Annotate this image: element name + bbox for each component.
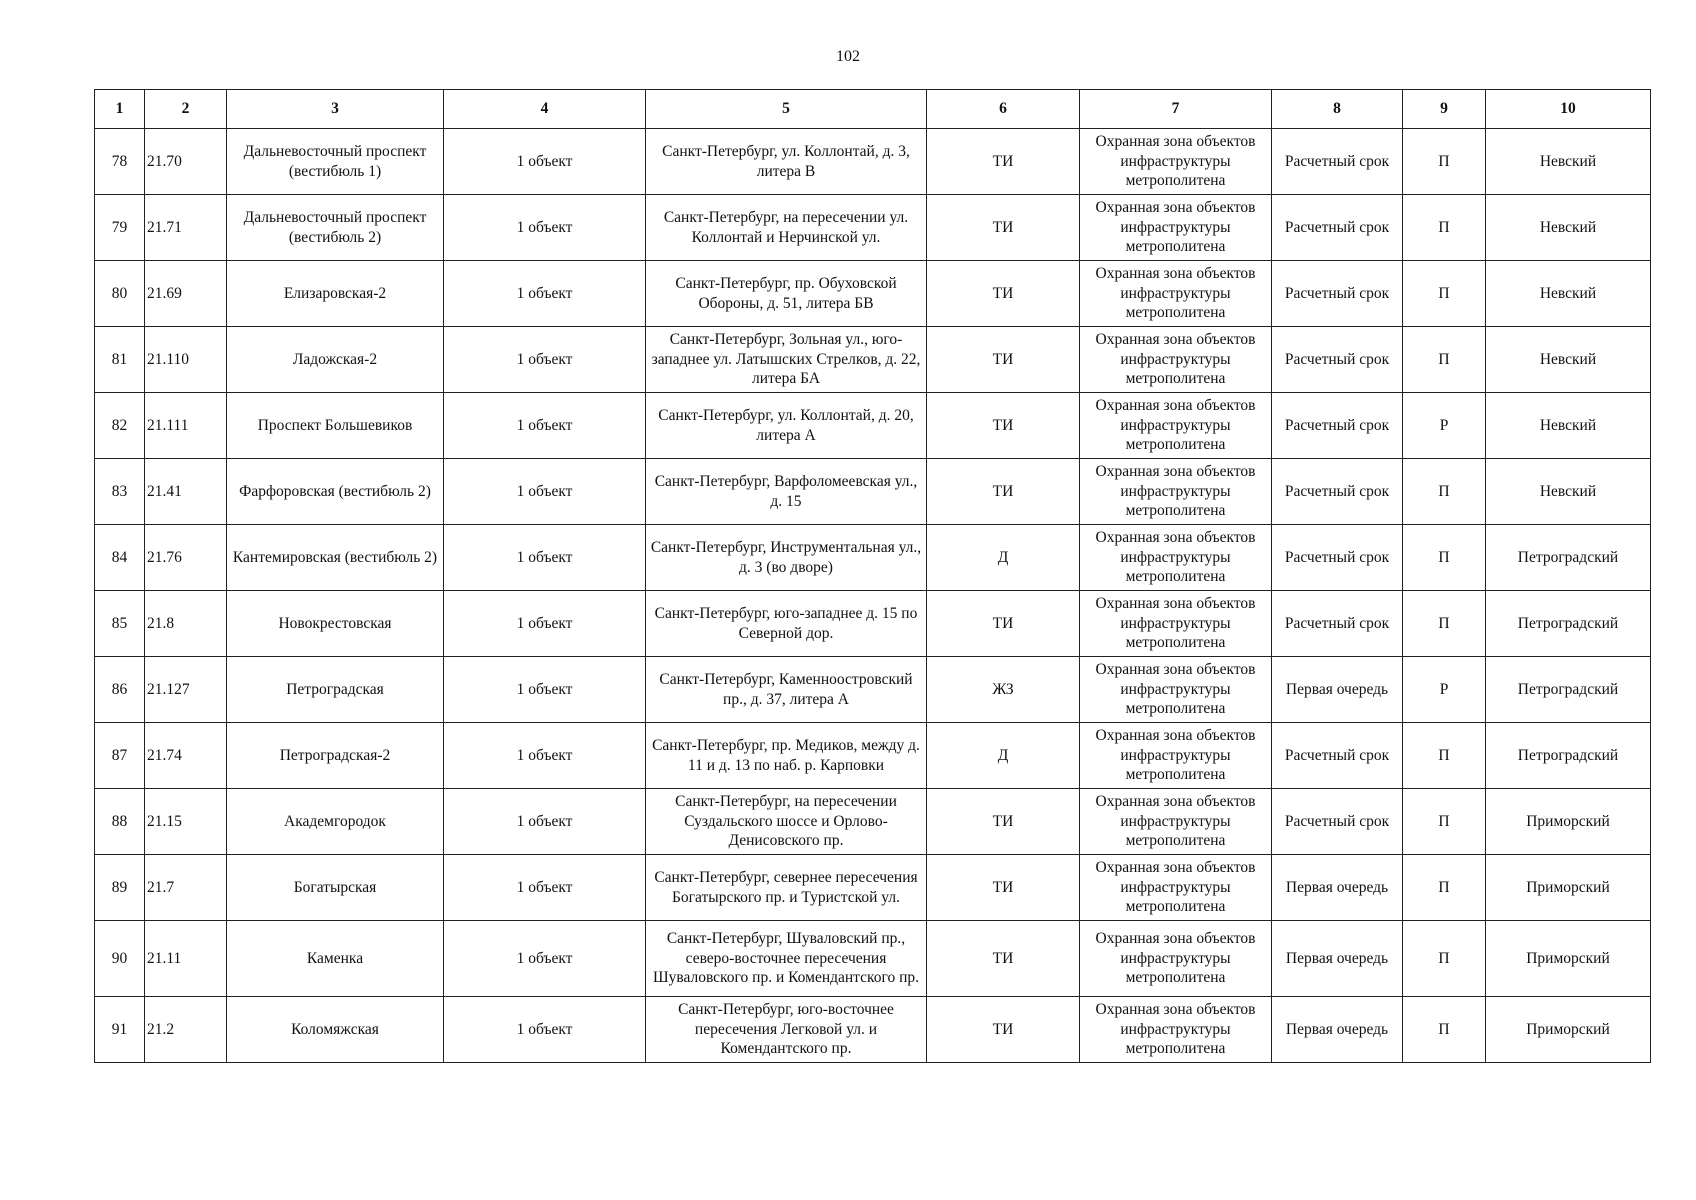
column-header: 1	[95, 90, 145, 129]
object-count-cell: 1 объект	[444, 855, 646, 921]
zone-cell: Охранная зона объектов инфраструктуры метрополитена	[1080, 393, 1272, 459]
code-cell: 21.7	[145, 855, 227, 921]
zone-cell: Охранная зона объектов инфраструктуры метрополитена	[1080, 525, 1272, 591]
address-cell: Санкт-Петербург, на пересечении Суздальского шоссе и Орлово-Денисовского пр.	[646, 789, 927, 855]
type-cell: ЖЗ	[927, 657, 1080, 723]
term-cell: Первая очередь	[1272, 855, 1403, 921]
object-count-cell: 1 объект	[444, 723, 646, 789]
district-cell: Приморский	[1486, 789, 1651, 855]
type-cell: ТИ	[927, 591, 1080, 657]
status-cell: Р	[1403, 393, 1486, 459]
object-count-cell: 1 объект	[444, 525, 646, 591]
station-name-cell: Елизаровская-2	[227, 261, 444, 327]
table-row	[95, 591, 1651, 657]
address-cell: Санкт-Петербург, Инструментальная ул., д. 3 (во дворе)	[646, 525, 927, 591]
code-cell: 21.127	[145, 657, 227, 723]
row-number-cell: 91	[95, 997, 145, 1063]
column-header: 10	[1486, 90, 1651, 129]
row-number-cell: 85	[95, 591, 145, 657]
row-number-cell: 83	[95, 459, 145, 525]
row-number-cell: 82	[95, 393, 145, 459]
column-header: 8	[1272, 90, 1403, 129]
row-number-cell: 80	[95, 261, 145, 327]
table-row	[95, 789, 1651, 855]
code-cell: 21.76	[145, 525, 227, 591]
status-cell: П	[1403, 525, 1486, 591]
district-cell: Невский	[1486, 261, 1651, 327]
station-name-cell: Коломяжская	[227, 997, 444, 1063]
type-cell: ТИ	[927, 459, 1080, 525]
object-count-cell: 1 объект	[444, 393, 646, 459]
type-cell: ТИ	[927, 921, 1080, 997]
row-number-cell: 88	[95, 789, 145, 855]
table-row	[95, 525, 1651, 591]
object-count-cell: 1 объект	[444, 129, 646, 195]
station-name-cell: Фарфоровская (вестибюль 2)	[227, 459, 444, 525]
station-name-cell: Петроградская-2	[227, 723, 444, 789]
district-cell: Петроградский	[1486, 723, 1651, 789]
address-cell: Санкт-Петербург, ул. Коллонтай, д. 3, литера В	[646, 129, 927, 195]
status-cell: П	[1403, 789, 1486, 855]
zone-cell: Охранная зона объектов инфраструктуры метрополитена	[1080, 789, 1272, 855]
type-cell: ТИ	[927, 997, 1080, 1063]
column-header: 3	[227, 90, 444, 129]
page-number: 102	[836, 48, 860, 65]
column-header: 6	[927, 90, 1080, 129]
address-cell: Санкт-Петербург, ул. Коллонтай, д. 20, литера А	[646, 393, 927, 459]
zone-cell: Охранная зона объектов инфраструктуры метрополитена	[1080, 195, 1272, 261]
term-cell: Расчетный срок	[1272, 129, 1403, 195]
type-cell: ТИ	[927, 789, 1080, 855]
table-row	[95, 921, 1651, 997]
code-cell: 21.111	[145, 393, 227, 459]
row-number-cell: 84	[95, 525, 145, 591]
zone-cell: Охранная зона объектов инфраструктуры метрополитена	[1080, 327, 1272, 393]
code-cell: 21.41	[145, 459, 227, 525]
table-row	[95, 327, 1651, 393]
term-cell: Первая очередь	[1272, 657, 1403, 723]
type-cell: ТИ	[927, 261, 1080, 327]
station-name-cell: Дальневосточный проспект (вестибюль 2)	[227, 195, 444, 261]
station-name-cell: Богатырская	[227, 855, 444, 921]
header-row	[95, 90, 1651, 129]
code-cell: 21.15	[145, 789, 227, 855]
code-cell: 21.11	[145, 921, 227, 997]
table-row	[95, 855, 1651, 921]
term-cell: Расчетный срок	[1272, 591, 1403, 657]
row-number-cell: 86	[95, 657, 145, 723]
row-number-cell: 81	[95, 327, 145, 393]
district-cell: Петроградский	[1486, 525, 1651, 591]
object-count-cell: 1 объект	[444, 657, 646, 723]
object-count-cell: 1 объект	[444, 261, 646, 327]
zone-cell: Охранная зона объектов инфраструктуры метрополитена	[1080, 459, 1272, 525]
column-header: 2	[145, 90, 227, 129]
address-cell: Санкт-Петербург, Каменноостровский пр., д. 37, литера А	[646, 657, 927, 723]
table-row	[95, 393, 1651, 459]
address-cell: Санкт-Петербург, Зольная ул., юго-западнее ул. Латышских Стрелков, д. 22, литера БА	[646, 327, 927, 393]
term-cell: Расчетный срок	[1272, 723, 1403, 789]
district-cell: Невский	[1486, 459, 1651, 525]
row-number-cell: 87	[95, 723, 145, 789]
station-name-cell: Дальневосточный проспект (вестибюль 1)	[227, 129, 444, 195]
status-cell: П	[1403, 129, 1486, 195]
status-cell: Р	[1403, 657, 1486, 723]
column-header: 5	[646, 90, 927, 129]
row-number-cell: 78	[95, 129, 145, 195]
station-name-cell: Ладожская-2	[227, 327, 444, 393]
table-row	[95, 195, 1651, 261]
status-cell: П	[1403, 195, 1486, 261]
row-number-cell: 90	[95, 921, 145, 997]
district-cell: Невский	[1486, 327, 1651, 393]
object-count-cell: 1 объект	[444, 327, 646, 393]
term-cell: Расчетный срок	[1272, 261, 1403, 327]
zone-cell: Охранная зона объектов инфраструктуры метрополитена	[1080, 261, 1272, 327]
address-cell: Санкт-Петербург, севернее пересечения Богатырского пр. и Туристской ул.	[646, 855, 927, 921]
type-cell: ТИ	[927, 393, 1080, 459]
code-cell: 21.2	[145, 997, 227, 1063]
object-count-cell: 1 объект	[444, 195, 646, 261]
type-cell: Д	[927, 723, 1080, 789]
status-cell: П	[1403, 855, 1486, 921]
status-cell: П	[1403, 723, 1486, 789]
zone-cell: Охранная зона объектов инфраструктуры метрополитена	[1080, 657, 1272, 723]
station-name-cell: Новокрестовская	[227, 591, 444, 657]
address-cell: Санкт-Петербург, Варфоломеевская ул., д. 15	[646, 459, 927, 525]
zone-cell: Охранная зона объектов инфраструктуры метрополитена	[1080, 997, 1272, 1063]
status-cell: П	[1403, 459, 1486, 525]
term-cell: Расчетный срок	[1272, 327, 1403, 393]
code-cell: 21.71	[145, 195, 227, 261]
type-cell: ТИ	[927, 327, 1080, 393]
status-cell: П	[1403, 261, 1486, 327]
term-cell: Расчетный срок	[1272, 789, 1403, 855]
object-count-cell: 1 объект	[444, 921, 646, 997]
table-row	[95, 997, 1651, 1063]
station-name-cell: Проспект Большевиков	[227, 393, 444, 459]
zone-cell: Охранная зона объектов инфраструктуры метрополитена	[1080, 129, 1272, 195]
zone-cell: Охранная зона объектов инфраструктуры метрополитена	[1080, 591, 1272, 657]
district-cell: Петроградский	[1486, 591, 1651, 657]
district-cell: Приморский	[1486, 921, 1651, 997]
status-cell: П	[1403, 327, 1486, 393]
code-cell: 21.110	[145, 327, 227, 393]
term-cell: Расчетный срок	[1272, 393, 1403, 459]
table-row	[95, 129, 1651, 195]
address-cell: Санкт-Петербург, юго-восточнее пересечения Легковой ул. и Комендантского пр.	[646, 997, 927, 1063]
column-header: 4	[444, 90, 646, 129]
code-cell: 21.74	[145, 723, 227, 789]
term-cell: Расчетный срок	[1272, 459, 1403, 525]
station-name-cell: Каменка	[227, 921, 444, 997]
object-count-cell: 1 объект	[444, 997, 646, 1063]
code-cell: 21.70	[145, 129, 227, 195]
table-row	[95, 723, 1651, 789]
address-cell: Санкт-Петербург, Шуваловский пр., северо-восточнее пересечения Шуваловского пр. и Комендантского пр.	[646, 921, 927, 997]
district-cell: Петроградский	[1486, 657, 1651, 723]
type-cell: ТИ	[927, 855, 1080, 921]
object-count-cell: 1 объект	[444, 789, 646, 855]
row-number-cell: 79	[95, 195, 145, 261]
term-cell: Расчетный срок	[1272, 195, 1403, 261]
district-cell: Невский	[1486, 129, 1651, 195]
status-cell: П	[1403, 591, 1486, 657]
table-row	[95, 261, 1651, 327]
object-count-cell: 1 объект	[444, 591, 646, 657]
term-cell: Первая очередь	[1272, 921, 1403, 997]
code-cell: 21.8	[145, 591, 227, 657]
table-row	[95, 657, 1651, 723]
type-cell: Д	[927, 525, 1080, 591]
zone-cell: Охранная зона объектов инфраструктуры метрополитена	[1080, 921, 1272, 997]
table-body	[95, 129, 1651, 1063]
row-number-cell: 89	[95, 855, 145, 921]
address-cell: Санкт-Петербург, пр. Обуховской Обороны, д. 51, литера БВ	[646, 261, 927, 327]
station-name-cell: Петроградская	[227, 657, 444, 723]
district-cell: Приморский	[1486, 855, 1651, 921]
type-cell: ТИ	[927, 129, 1080, 195]
address-cell: Санкт-Петербург, на пересечении ул. Коллонтай и Нерчинской ул.	[646, 195, 927, 261]
zone-cell: Охранная зона объектов инфраструктуры метрополитена	[1080, 723, 1272, 789]
code-cell: 21.69	[145, 261, 227, 327]
district-cell: Приморский	[1486, 997, 1651, 1063]
station-name-cell: Кантемировская (вестибюль 2)	[227, 525, 444, 591]
status-cell: П	[1403, 997, 1486, 1063]
district-cell: Невский	[1486, 195, 1651, 261]
object-count-cell: 1 объект	[444, 459, 646, 525]
objects-table	[94, 89, 1651, 1063]
term-cell: Расчетный срок	[1272, 525, 1403, 591]
column-header: 9	[1403, 90, 1486, 129]
district-cell: Невский	[1486, 393, 1651, 459]
column-header: 7	[1080, 90, 1272, 129]
status-cell: П	[1403, 921, 1486, 997]
address-cell: Санкт-Петербург, юго-западнее д. 15 по Северной дор.	[646, 591, 927, 657]
zone-cell: Охранная зона объектов инфраструктуры метрополитена	[1080, 855, 1272, 921]
type-cell: ТИ	[927, 195, 1080, 261]
station-name-cell: Академгородок	[227, 789, 444, 855]
term-cell: Первая очередь	[1272, 997, 1403, 1063]
address-cell: Санкт-Петербург, пр. Медиков, между д. 11 и д. 13 по наб. р. Карповки	[646, 723, 927, 789]
table-row	[95, 459, 1651, 525]
